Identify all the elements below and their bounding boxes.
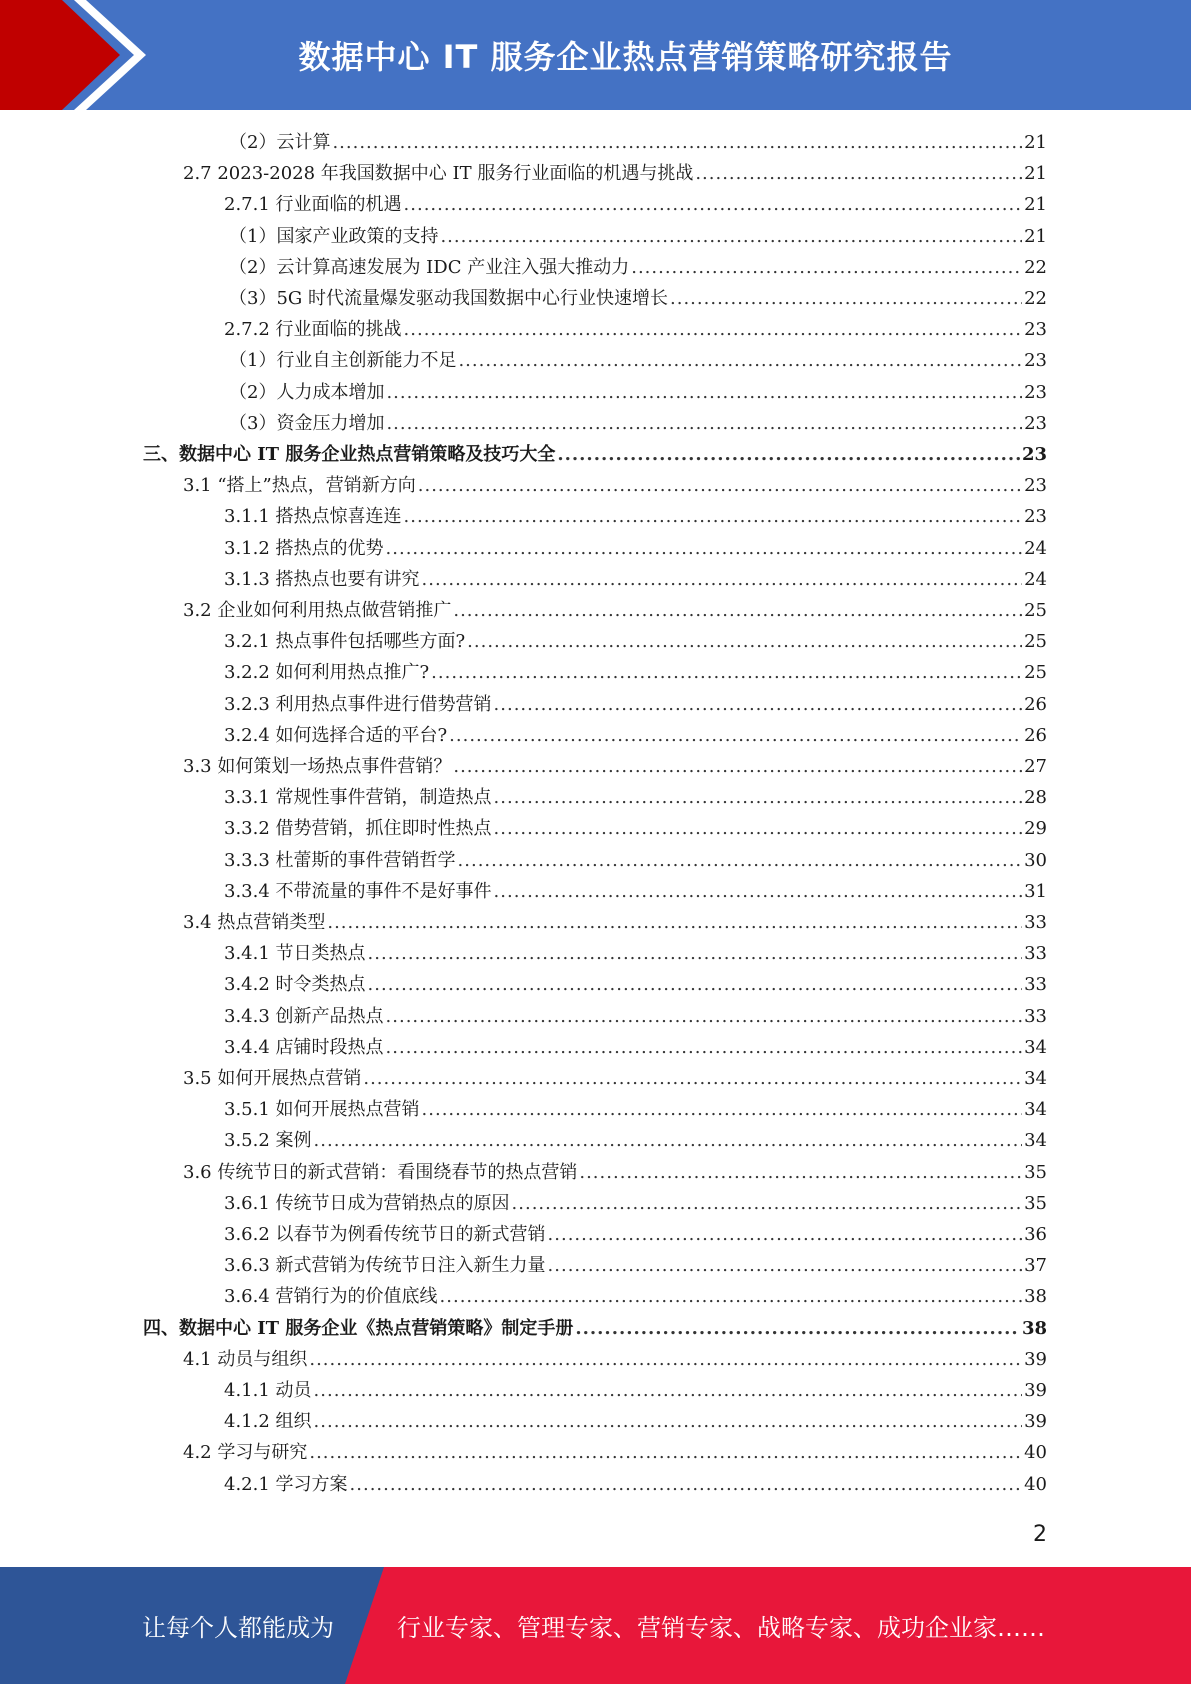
toc-entry-label: （3）5G 时代流量爆发驱动我国数据中心行业快速增长: [229, 288, 669, 309]
toc-entry[interactable]: [229, 221, 1047, 252]
toc-entry[interactable]: [224, 564, 1047, 595]
toc-dot-leader: [314, 1406, 1023, 1437]
toc-entry[interactable]: [224, 845, 1047, 876]
toc-entry-page: 39: [1024, 1348, 1047, 1370]
toc-entry-page: 35: [1024, 1192, 1047, 1214]
toc-entry-label: 4.1.1 动员: [224, 1380, 312, 1401]
toc-entry-page: 25: [1024, 600, 1047, 621]
toc-dot-leader: [332, 127, 1022, 158]
footer-slogan-left: 让每个人都能成为: [142, 1614, 334, 1642]
toc-dot-leader: [309, 1437, 1022, 1468]
toc-entry[interactable]: [224, 1375, 1047, 1406]
toc-entry-label: 3.6.2 以春节为例看传统节日的新式营销: [224, 1224, 546, 1245]
toc-entry-page: 34: [1024, 1130, 1047, 1152]
toc-entry-label: 3.4.3 创新产品热点: [224, 1005, 384, 1027]
toc-dot-leader: [494, 876, 1023, 907]
toc-dot-leader: [575, 1313, 1020, 1344]
toc-entry[interactable]: [183, 751, 1047, 782]
toc-entry-label: 3.2.1 热点事件包括哪些方面?: [224, 631, 466, 653]
toc-entry-page: 29: [1024, 818, 1047, 840]
toc-dot-leader: [386, 1001, 1023, 1032]
toc-entry-page: 34: [1024, 1068, 1047, 1089]
toc-dot-leader: [579, 1157, 1022, 1188]
toc-entry-label: 三、数据中心 IT 服务企业热点营销策略及技巧大全: [143, 444, 556, 465]
toc-dot-leader: [368, 938, 1023, 969]
toc-entry-label: （3）资金压力增加: [229, 412, 385, 434]
toc-dot-leader: [512, 1188, 1023, 1219]
toc-entry[interactable]: [183, 1063, 1047, 1094]
toc-dot-leader: [404, 314, 1023, 345]
toc-entry[interactable]: [224, 1406, 1047, 1437]
toc-entry[interactable]: [224, 1469, 1047, 1500]
toc-entry-label: 3.4 热点营销类型: [183, 912, 326, 933]
toc-dot-leader: [418, 470, 1022, 501]
toc-entry[interactable]: [229, 283, 1047, 314]
toc-entry-page: 23: [1024, 506, 1047, 528]
toc-entry-label: 4.1 动员与组织: [183, 1348, 308, 1370]
toc-entry-label: 3.5.2 案例: [224, 1130, 312, 1152]
toc-dot-leader: [557, 439, 1020, 470]
toc-entry-label: 3.2 企业如何利用热点做营销推广: [183, 600, 452, 621]
toc-entry[interactable]: [224, 533, 1047, 564]
toc-entry[interactable]: [183, 595, 1047, 626]
toc-entry-page: 33: [1024, 943, 1047, 965]
page-header: [0, 0, 1191, 110]
toc-entry-page: 39: [1024, 1380, 1047, 1401]
toc-entry[interactable]: [224, 657, 1047, 688]
toc-entry-label: 3.2.3 利用热点事件进行借势营销: [224, 693, 492, 715]
toc-entry-label: 3.3 如何策划一场热点事件营销？: [183, 756, 452, 777]
toc-entry-label: 4.1.2 组织: [224, 1411, 312, 1433]
toc-entry[interactable]: [224, 782, 1047, 813]
toc-dot-leader: [458, 345, 1022, 376]
toc-entry-page: 21: [1024, 225, 1047, 247]
toc-entry[interactable]: [224, 314, 1047, 345]
toc-dot-leader: [453, 595, 1022, 626]
toc-entry-label: 3.3.4 不带流量的事件不是好事件: [224, 880, 492, 902]
toc-entry-label: 3.6.3 新式营销为传统节日注入新生力量: [224, 1255, 546, 1277]
toc-entry[interactable]: [224, 501, 1047, 532]
toc-dot-leader: [440, 221, 1022, 252]
toc-entry-page: 23: [1024, 319, 1047, 341]
toc-entry-page: 30: [1024, 849, 1047, 871]
toc-entry-page: 34: [1024, 1036, 1047, 1058]
toc-dot-leader: [548, 1250, 1023, 1281]
toc-entry-label: 3.4.1 节日类热点: [224, 943, 366, 965]
toc-dot-leader: [458, 845, 1023, 876]
toc-entry-page: 31: [1024, 880, 1047, 902]
toc-dot-leader: [363, 1063, 1022, 1094]
toc-entry-page: 38: [1021, 1317, 1047, 1339]
toc-entry-label: 3.3.3 杜蕾斯的事件营销哲学: [224, 849, 456, 871]
toc-entry-page: 35: [1024, 1161, 1047, 1183]
toc-entry-page: 26: [1024, 724, 1047, 746]
toc-dot-leader: [386, 1032, 1023, 1063]
toc-entry-label: 3.1.3 搭热点也要有讲究: [224, 568, 420, 590]
toc-entry-label: 3.1.1 搭热点惊喜连连: [224, 506, 402, 528]
toc-entry[interactable]: [224, 720, 1047, 751]
toc-entry-page: 33: [1024, 974, 1047, 996]
toc-entry[interactable]: [224, 969, 1047, 1000]
toc-entry-page: 38: [1024, 1286, 1047, 1308]
toc-entry[interactable]: [183, 1157, 1047, 1188]
toc-entry-label: 2.7 2023-2028 年我国数据中心 IT 服务行业面临的机遇与挑战: [183, 163, 694, 185]
toc-entry[interactable]: [224, 1032, 1047, 1063]
toc-entry-label: 2.7.1 行业面临的机遇: [224, 194, 402, 216]
toc-chapter-entry[interactable]: [143, 439, 1047, 470]
toc-entry[interactable]: [229, 127, 1047, 158]
toc-entry-page: 23: [1024, 381, 1047, 403]
toc-entry-page: 33: [1024, 912, 1047, 933]
toc-entry[interactable]: [224, 1219, 1047, 1250]
toc-dot-leader: [494, 813, 1023, 844]
toc-entry-label: 3.6.4 营销行为的价值底线: [224, 1286, 438, 1308]
toc-entry-label: 3.5.1 如何开展热点营销: [224, 1099, 420, 1121]
toc-entry-page: 26: [1024, 693, 1047, 715]
toc-dot-leader: [386, 533, 1023, 564]
toc-entry-page: 37: [1024, 1255, 1047, 1277]
toc-entry[interactable]: [183, 1344, 1047, 1375]
toc-entry[interactable]: [224, 189, 1047, 220]
toc-entry[interactable]: [229, 377, 1047, 408]
toc-entry[interactable]: [224, 1001, 1047, 1032]
toc-entry-page: 23: [1024, 350, 1047, 372]
toc-dot-leader: [631, 252, 1022, 283]
toc-entry[interactable]: [183, 1437, 1047, 1468]
toc-entry[interactable]: [224, 1188, 1047, 1219]
toc-entry-label: 3.5 如何开展热点营销: [183, 1068, 362, 1089]
toc-entry-page: 21: [1024, 132, 1047, 153]
toc-entry-page: 23: [1021, 444, 1047, 465]
toc-dot-leader: [449, 720, 1022, 751]
toc-entry-label: （1）行业自主创新能力不足: [229, 350, 457, 372]
toc-entry-page: 28: [1024, 787, 1047, 809]
toc-entry-label: （2）云计算高速发展为 IDC 产业注入强大推动力: [229, 256, 630, 278]
toc-dot-leader: [467, 626, 1022, 657]
toc-entry-page: 27: [1024, 756, 1047, 777]
page-footer: [0, 1567, 1191, 1684]
toc-entry-page: 22: [1024, 256, 1047, 278]
toc-entry-label: （2）人力成本增加: [229, 381, 385, 403]
toc-entry[interactable]: [224, 1094, 1047, 1125]
toc-dot-leader: [368, 969, 1023, 1000]
toc-entry[interactable]: [224, 876, 1047, 907]
toc-dot-leader: [440, 1281, 1023, 1312]
toc-entry[interactable]: [224, 626, 1047, 657]
toc-dot-leader: [314, 1375, 1023, 1406]
toc-chapter-entry[interactable]: [143, 1313, 1047, 1344]
toc-dot-leader: [404, 501, 1023, 532]
toc-entry-page: 39: [1024, 1411, 1047, 1433]
toc-entry-label: 3.2.4 如何选择合适的平台?: [224, 724, 448, 746]
toc-entry-label: 3.2.2 如何利用热点推广?: [224, 662, 430, 684]
footer-slogan-right: 行业专家、管理专家、营销专家、战略专家、成功企业家……: [397, 1614, 1045, 1642]
toc-entry-label: 4.2.1 学习方案: [224, 1473, 348, 1495]
toc-dot-leader: [386, 408, 1022, 439]
toc-entry[interactable]: [229, 345, 1047, 376]
toc-entry-label: 3.3.2 借势营销，抓住即时性热点: [224, 818, 492, 840]
toc-entry[interactable]: [224, 1250, 1047, 1281]
toc-entry-label: 3.3.1 常规性事件营销，制造热点: [224, 787, 492, 809]
toc-entry[interactable]: [224, 689, 1047, 720]
toc-entry-page: 40: [1024, 1473, 1047, 1495]
toc-dot-leader: [422, 1094, 1023, 1125]
toc-dot-leader: [494, 782, 1023, 813]
toc-dot-leader: [670, 283, 1022, 314]
toc-entry-label: （2）云计算: [229, 132, 331, 153]
toc-entry-page: 21: [1024, 194, 1047, 216]
toc-entry-page: 25: [1024, 631, 1047, 653]
page-number: 2: [1033, 1522, 1047, 1547]
toc-dot-leader: [422, 564, 1023, 595]
toc-dot-leader: [404, 189, 1023, 220]
toc-dot-leader: [350, 1469, 1023, 1500]
toc-entry[interactable]: [224, 1281, 1047, 1312]
toc-dot-leader: [453, 751, 1022, 782]
toc-dot-leader: [494, 689, 1023, 720]
toc-entry[interactable]: [183, 907, 1047, 938]
toc-entry-page: 34: [1024, 1099, 1047, 1121]
toc-dot-leader: [695, 158, 1022, 189]
toc-entry[interactable]: [183, 158, 1047, 189]
toc-dot-leader: [548, 1219, 1023, 1250]
toc-entry[interactable]: [229, 408, 1047, 439]
toc-entry-label: （1）国家产业政策的支持: [229, 225, 439, 247]
toc-entry[interactable]: [224, 938, 1047, 969]
toc-dot-leader: [314, 1125, 1023, 1156]
toc-dot-leader: [309, 1344, 1022, 1375]
toc-entry[interactable]: [183, 470, 1047, 501]
toc-entry-label: 四、数据中心 IT 服务企业《热点营销策略》制定手册: [143, 1317, 574, 1339]
toc-entry[interactable]: [229, 252, 1047, 283]
toc-entry-page: 25: [1024, 662, 1047, 684]
toc-entry-label: 3.4.2 时令类热点: [224, 974, 366, 996]
toc-entry-page: 24: [1024, 568, 1047, 590]
toc-entry-label: 2.7.2 行业面临的挑战: [224, 319, 402, 341]
toc-entry-page: 23: [1024, 412, 1047, 434]
toc-entry-page: 23: [1024, 475, 1047, 497]
toc-entry-label: 4.2 学习与研究: [183, 1442, 308, 1464]
toc-entry-label: 3.6 传统节日的新式营销：看围绕春节的热点营销: [183, 1161, 578, 1183]
toc-entry-page: 21: [1024, 163, 1047, 185]
document-title: 数据中心 IT 服务企业热点营销策略研究报告: [298, 38, 953, 76]
toc-entry-page: 33: [1024, 1005, 1047, 1027]
toc-entry-page: 24: [1024, 537, 1047, 559]
toc-dot-leader: [327, 907, 1022, 938]
toc-dot-leader: [431, 657, 1022, 688]
toc-dot-leader: [386, 377, 1022, 408]
toc-entry-label: 3.1 “搭上”热点，营销新方向: [183, 475, 416, 497]
toc-entry[interactable]: [224, 1125, 1047, 1156]
toc-entry-label: 3.1.2 搭热点的优势: [224, 537, 384, 559]
toc-entry-page: 36: [1024, 1224, 1047, 1245]
toc-entry[interactable]: [224, 813, 1047, 844]
toc-entry-label: 3.4.4 店铺时段热点: [224, 1036, 384, 1058]
toc-entry-page: 22: [1024, 288, 1047, 309]
toc-entry-label: 3.6.1 传统节日成为营销热点的原因: [224, 1192, 510, 1214]
toc-entry-page: 40: [1024, 1442, 1047, 1464]
